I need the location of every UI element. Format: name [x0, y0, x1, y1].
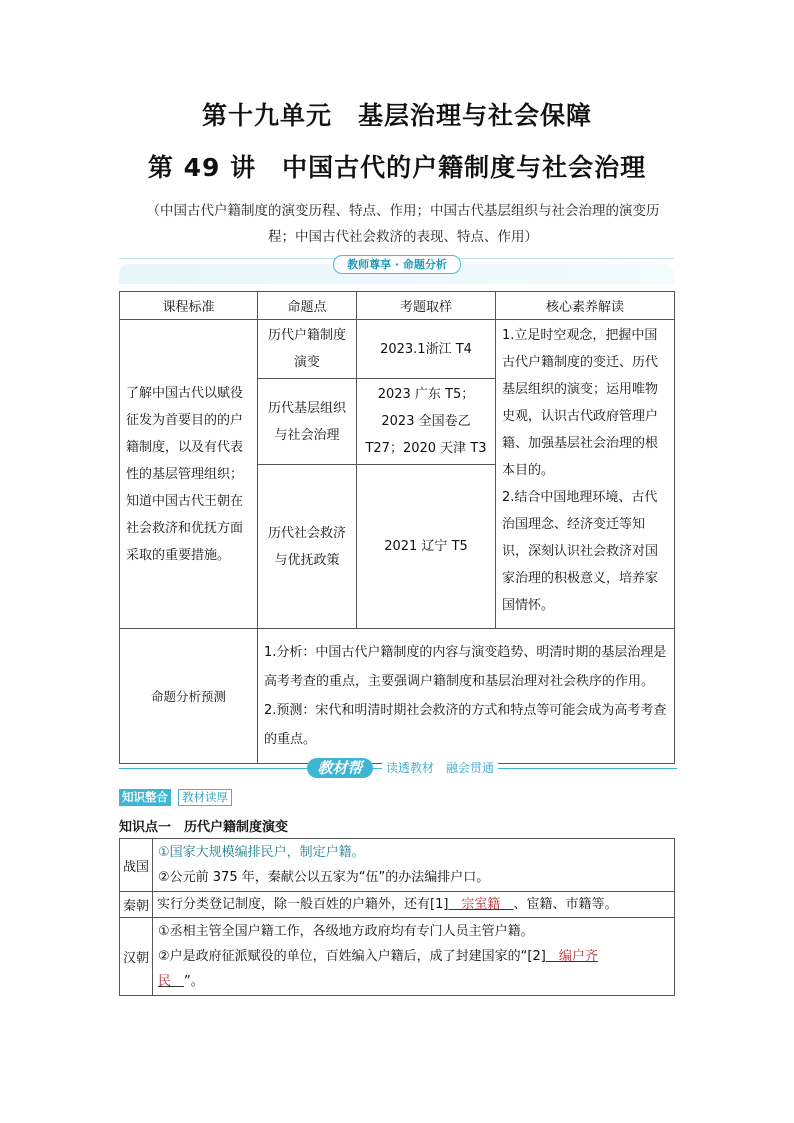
qin-content — [153, 892, 675, 918]
prediction-content — [258, 629, 675, 764]
era-warring-states: 战国 — [120, 839, 153, 892]
prediction-analysis: 1.分析：中国古代户籍制度的内容与演变趋势、明清时期的基层治理是高考考查的重点，主要强调户籍制度和基层治理对社会秩序的作用。 — [264, 645, 667, 689]
han-answer-blank-part2: 民 — [158, 974, 185, 989]
qin-text-post: 、宦籍、市籍等。 — [513, 897, 618, 912]
curriculum-standard: 了解中国古代以赋役征发为首要目的的户籍制度，以及有代表性的基层管理组织；知道中国古代王朝在社会救济和优抚方面采取的重要措施。 — [120, 320, 258, 629]
header-literacy: 核心素养解读 — [496, 292, 675, 320]
han-answer-blank-part1: 编户齐 — [545, 949, 598, 964]
core-literacy — [496, 320, 675, 629]
teacher-banner-label: 教师尊享 · 命题分析 — [333, 255, 461, 274]
header-standard: 课程标准 — [120, 292, 258, 320]
header-samples: 考题取样 — [357, 292, 496, 320]
topic-grassroots: 历代基层组织与社会治理 — [258, 379, 357, 465]
han-line-3 — [154, 969, 673, 994]
samples-relief: 2021 辽宁 T5 — [357, 465, 496, 629]
lecture-title: 第 49 讲 中国古代的户籍制度与社会治理 — [147, 153, 647, 182]
book-banner-label: 教材帮 — [307, 758, 373, 778]
lecture-subtitle: （中国古代户籍制度的演变历程、特点、作用；中国古代基层组织与社会治理的演变历程；中国古代社会救济的表现、特点、作用） — [146, 203, 660, 245]
samples-household: 2023.1浙江 T4 — [357, 320, 496, 379]
warring-content — [153, 839, 675, 892]
prediction-forecast: 2.预测：宋代和明清时期社会救济的方式和特点等可能会成为高考考查的重点。 — [264, 703, 667, 747]
han-text-pre: ②户是政府征派赋役的单位，百姓编入户籍后，成了封建国家的“[2] — [158, 949, 546, 964]
han-content — [153, 918, 675, 996]
unit-title: 第十九单元 基层治理与社会保障 — [201, 101, 592, 130]
literacy-item-1: 1.立足时空观念，把握中国古代户籍制度的变迁、历代基层组织的演变；运用唯物史观，认识古代政府管理户籍、加强基层社会治理的根本目的。 — [502, 328, 659, 478]
tag-knowledge-integration: 知识整合 — [119, 789, 171, 806]
warring-line-1: ①国家大规模编排民户，制定户籍。 — [158, 845, 365, 860]
qin-answer-blank: 宗室籍 — [448, 897, 514, 912]
han-line-2 — [154, 944, 673, 969]
han-line-1: ①丞相主管全国户籍工作，各级地方政府均有专门人员主管户籍。 — [158, 924, 534, 939]
topic-relief: 历代社会救济与优抚政策 — [258, 465, 357, 629]
knowledge-table — [119, 838, 675, 996]
qin-text-pre: 实行分类登记制度，除一般百姓的户籍外，还有[1] — [157, 897, 449, 912]
era-qin: 秦朝 — [120, 892, 153, 918]
han-text-post: ”。 — [184, 974, 204, 989]
prediction-label: 命题分析预测 — [120, 629, 258, 764]
book-banner-sub: 读透教材 融会贯通 — [382, 759, 498, 777]
samples-grassroots: 2023 广东 T5；2023 全国卷乙 T27；2020 天津 T3 — [357, 379, 496, 465]
warring-line-2: ②公元前 375 年，秦献公以五家为“伍”的办法编排户口。 — [158, 870, 490, 885]
tag-textbook-reading: 教材读厚 — [178, 789, 232, 806]
analysis-table — [119, 291, 675, 764]
knowledge-point-title: 知识点一 历代户籍制度演变 — [119, 820, 289, 835]
era-han: 汉朝 — [120, 918, 153, 996]
topic-household: 历代户籍制度演变 — [258, 320, 357, 379]
header-topic: 命题点 — [258, 292, 357, 320]
literacy-item-2: 2.结合中国地理环境、古代治国理念、经济变迁等知识，深刻认识社会救济对国家治理的积极意义，培养家国情怀。 — [502, 490, 659, 613]
